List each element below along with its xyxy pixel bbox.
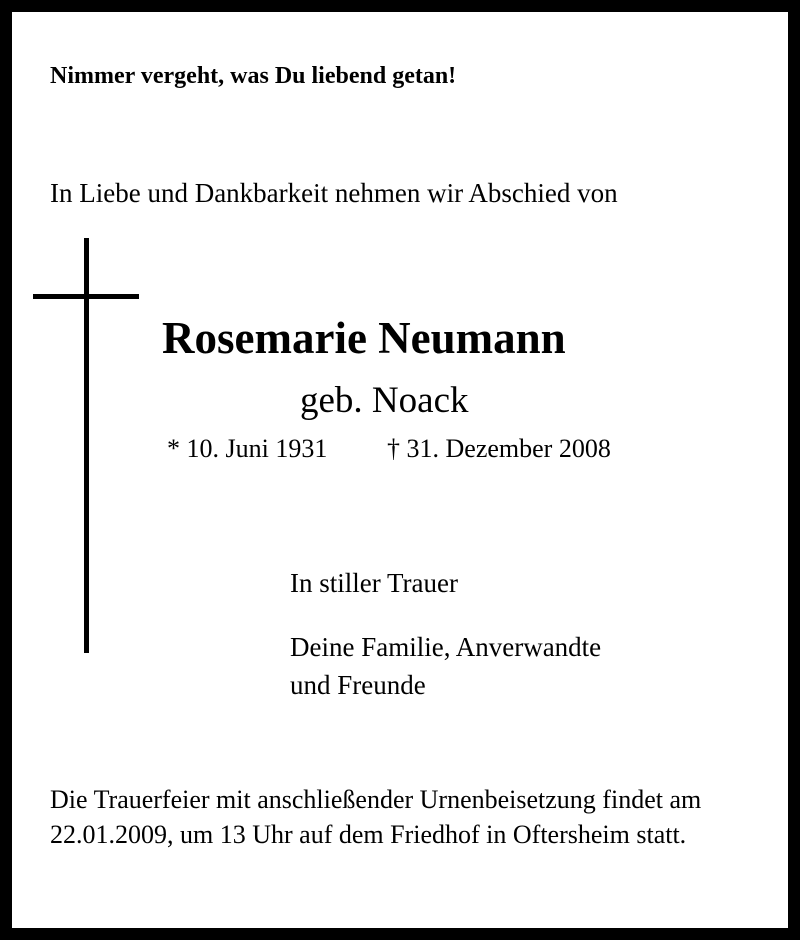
intro-text: In Liebe und Dankbarkeit nehmen wir Abschied von — [50, 178, 618, 208]
maiden-name: geb. Noack — [300, 380, 469, 421]
deceased-name: Rosemarie Neumann — [162, 313, 566, 363]
cross-icon-bar — [33, 294, 139, 299]
family-line-1: Deine Familie, Anverwandte — [290, 632, 602, 662]
ceremony-line-2: 22.01.2009, um 13 Uhr auf dem Friedhof in Oftersheim statt. — [50, 820, 687, 849]
mourning-text: In stiller Trauer — [290, 568, 458, 598]
cross-icon — [84, 238, 89, 653]
death-date: † 31. Dezember 2008 — [387, 434, 611, 463]
ceremony-line-1: Die Trauerfeier mit anschließender Urnenbeisetzung findet am — [50, 785, 702, 814]
obituary-notice — [12, 12, 788, 928]
family-line-2: und Freunde — [290, 670, 426, 700]
motto: Nimmer vergeht, was Du liebend getan! — [50, 63, 457, 89]
birth-date: * 10. Juni 1931 — [167, 434, 328, 463]
